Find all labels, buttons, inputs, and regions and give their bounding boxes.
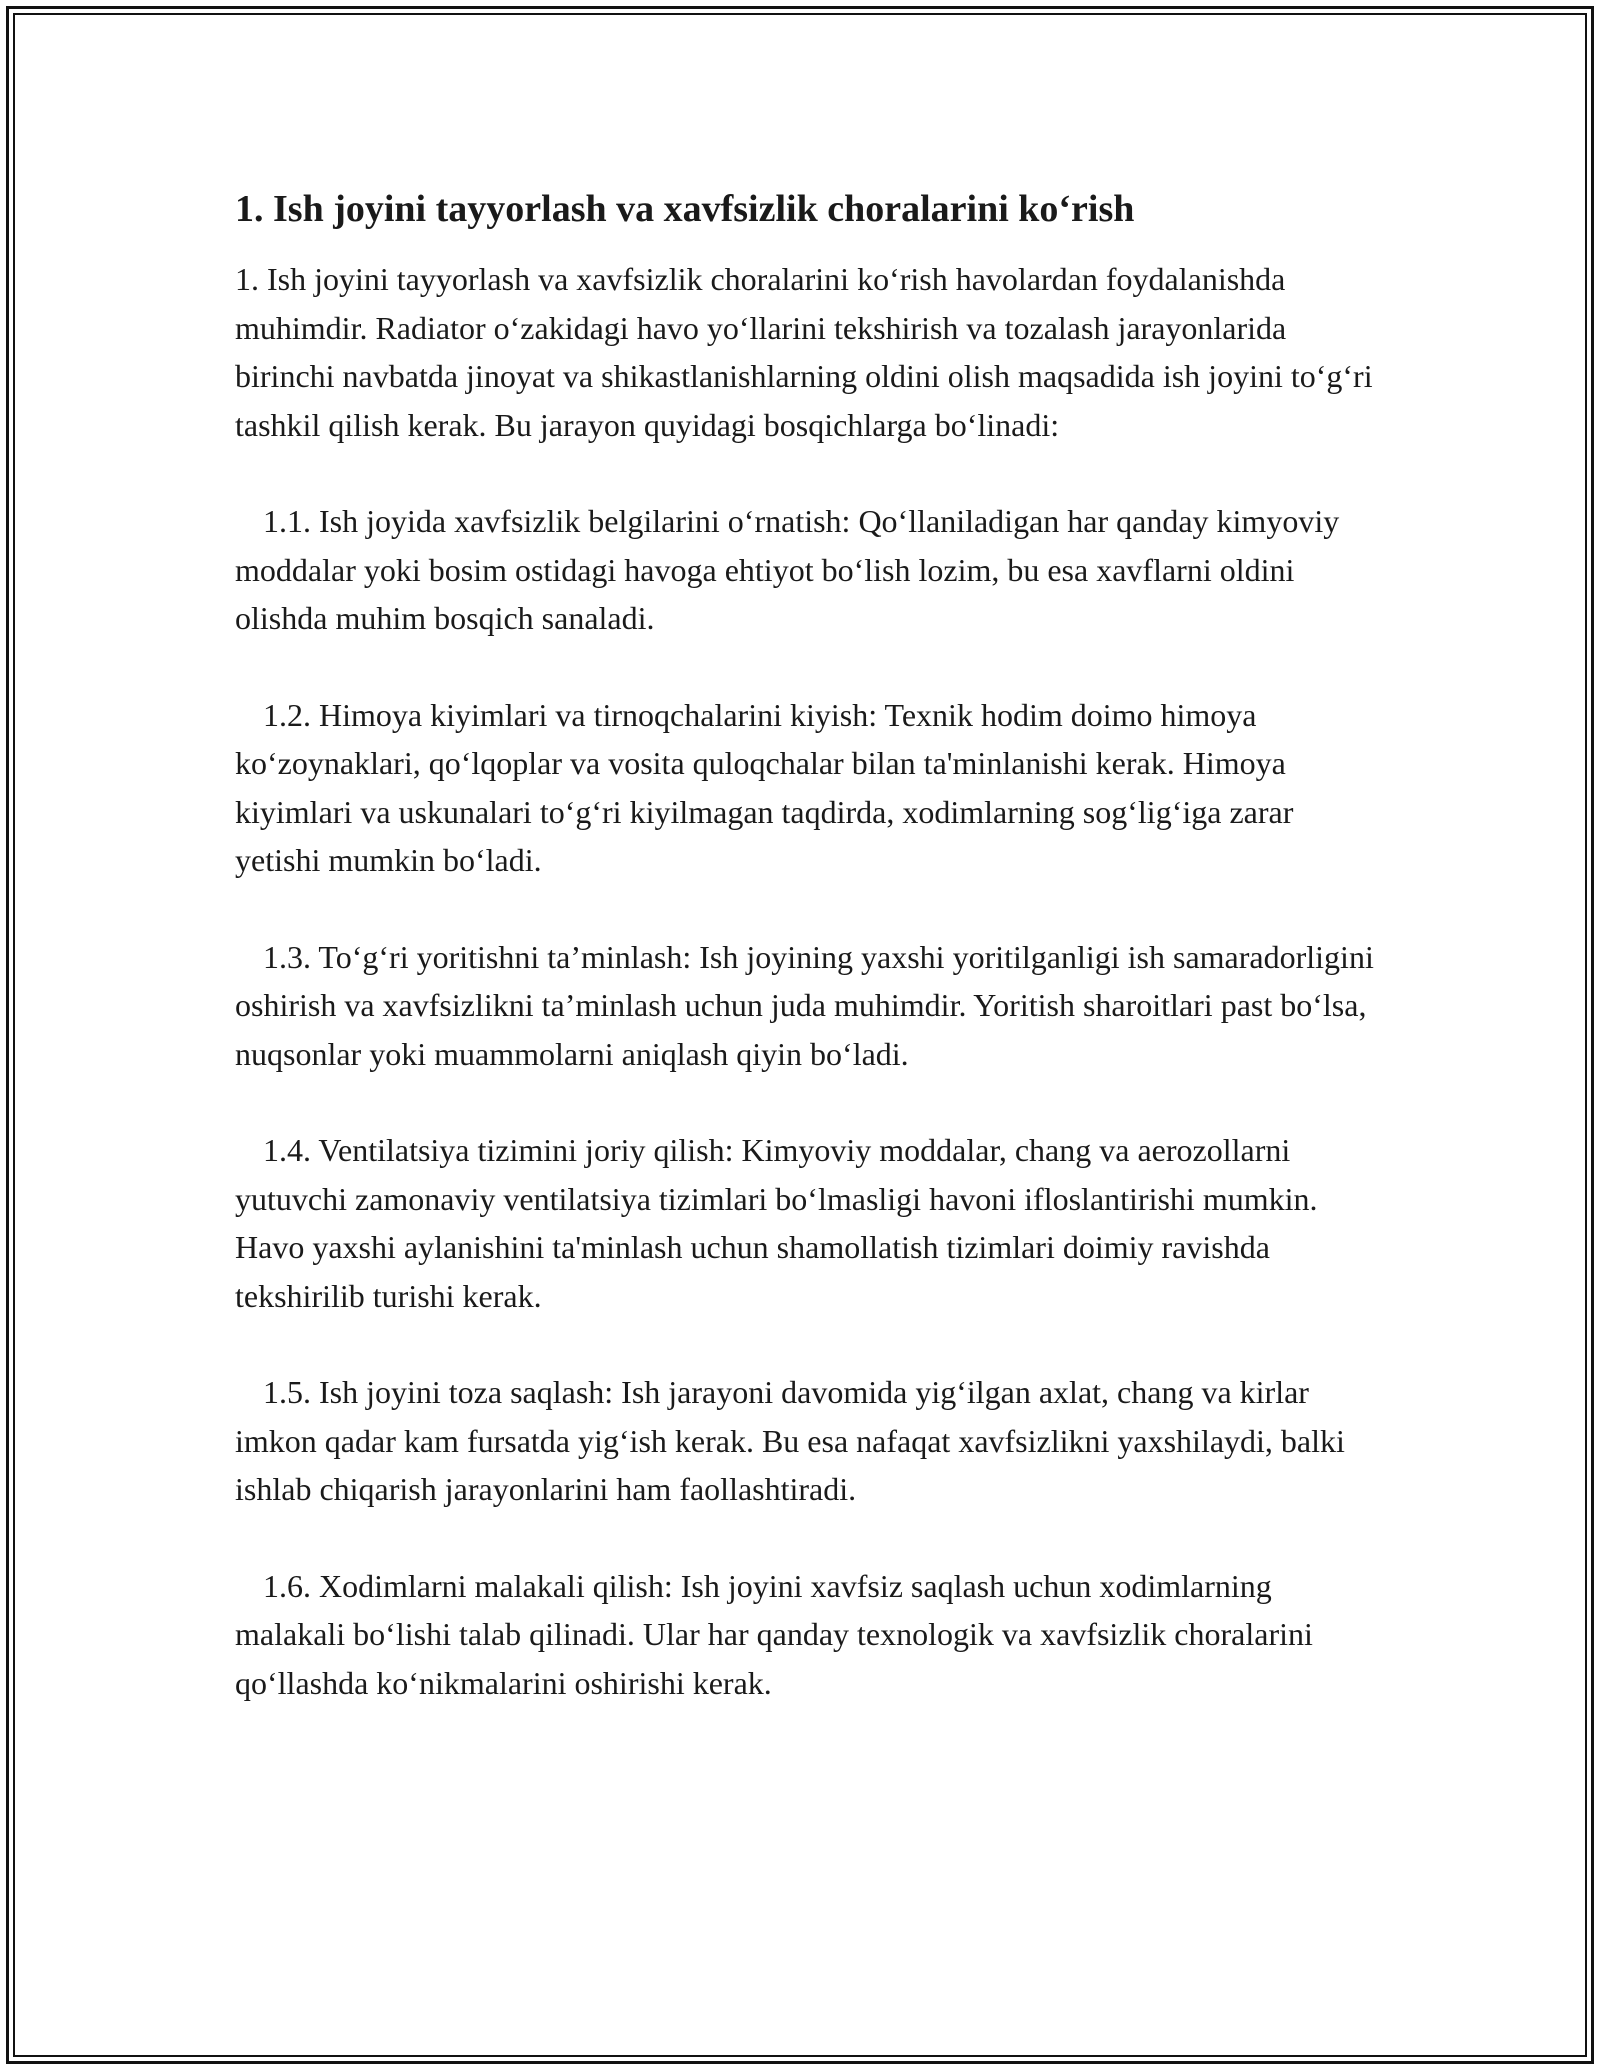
section-1-1: 1.1. Ish joyida xavfsizlik belgilarini o‘rnatish: Qo‘llaniladigan har qanday kimyoviy moddalar yoki bosim ostidagi havoga ehtiyot bo‘lish lozim, bu esa xavflarni oldini olishda muhim bosqich sanaladi.: [235, 503, 1340, 636]
intro-paragraph: 1. Ish joyini tayyorlash va xavfsizlik choralarini ko‘rish havolardan foydalanishda muhimdir. Radiator o‘zakidagi havo yo‘llarini tekshirish va tozalash jarayonlarida birinchi navbatda jinoyat va shikastlanishlarning oldini olish maqsadida ish joyini to‘g‘ri tashkil qilish kerak. Bu jarayon quyidagi bosqichlarga bo‘linadi:: [235, 261, 1373, 443]
document-title: 1. Ish joyini tayyorlash va xavfsizlik choralarini ko‘rish: [235, 188, 1135, 230]
section-1-4: 1.4. Ventilatsiya tizimini joriy qilish: Kimyoviy moddalar, chang va aerozollarni yutuvchi zamonaviy ventilatsiya tizimlari bo‘lmasligi havoni ifloslantirishi mumkin. Havo yaxshi aylanishini ta'minlash uchun shamollatish tizimlari doimiy ravishda tekshirilib turishi kerak.: [235, 1132, 1318, 1314]
section-1-2: 1.2. Himoya kiyimlari va tirnoqchalarini kiyish: Texnik hodim doimo himoya ko‘zoynaklari, qo‘lqoplar va vosita quloqchalar bilan ta'minlanishi kerak. Himoya kiyimlari va uskunalari to‘g‘ri kiyilmagan taqdirda, xodimlarning sog‘lig‘iga zarar yetishi mumkin bo‘ladi.: [235, 696, 1294, 878]
document-body: [235, 185, 1375, 1755]
section-1-6: 1.6. Xodimlarni malakali qilish: Ish joyini xavfsiz saqlash uchun xodimlarning malakali bo‘lishi talab qilinadi. Ular har qanday texnologik va xavfsizlik choralarini qo‘llashda ko‘nikmalarini oshirishi kerak.: [235, 1567, 1313, 1701]
section-1-5: 1.5. Ish joyini toza saqlash: Ish jarayoni davomida yig‘ilgan axlat, chang va kirlar imkon qadar kam fursatda yig‘ish kerak. Bu esa nafaqat xavfsizlikni yaxshilaydi, balki ishlab chiqarish jarayonlarini ham faollashtiradi.: [235, 1374, 1345, 1507]
section-1-3: 1.3. To‘g‘ri yoritishni ta’minlash: Ish joyining yaxshi yoritilganligi ish samaradorligini oshirish va xavfsizlikni ta’minlash uchun juda muhimdir. Yoritish sharoitlari past bo‘lsa, nuqsonlar yoki muammolarni aniqlash qiyin bo‘ladi.: [235, 938, 1374, 1072]
